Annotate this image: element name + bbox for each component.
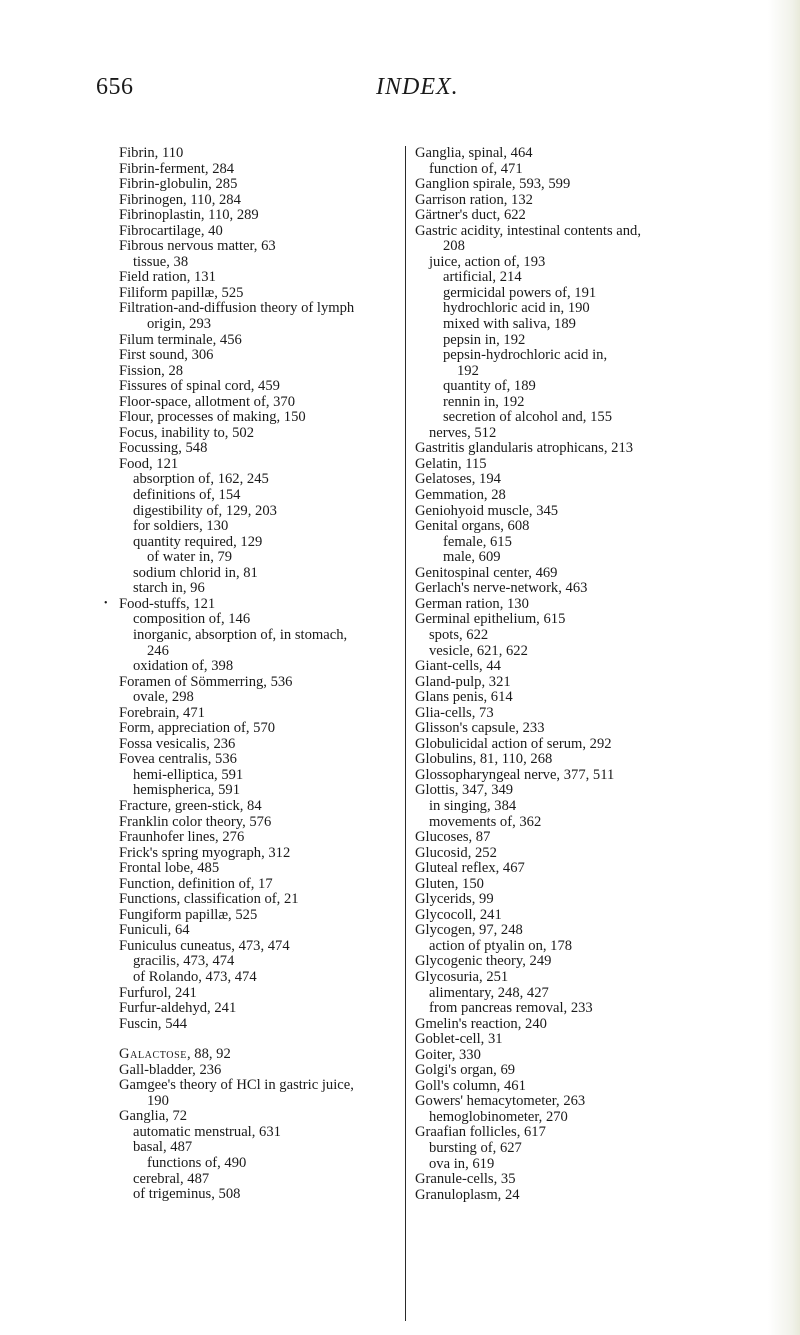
index-entry: Fovea centralis, 536 [119,751,237,768]
index-entry: Funiculus cuneatus, 473, 474 [119,937,290,954]
index-entry: Fibrinogen, 110, 284 [119,191,241,208]
index-entry: Gmelin's reaction, 240 [415,1015,547,1032]
index-entry: Fibrin, 110 [119,145,184,161]
index-entry: Geniohyoid muscle, 345 [415,502,559,519]
index-subentry: quantity required, 129 [133,533,263,550]
index-subentry: in singing, 384 [429,797,517,814]
index-column-left [119,146,401,1203]
index-subentry: ovale, 298 [133,689,194,706]
index-entry: Giant-cells, 44 [415,658,501,675]
index-entry: Glossopharyngeal nerve, 377, 511 [415,766,615,783]
index-entry: Ganglia, spinal, 464 [415,145,533,161]
index-entry: Fuscin, 544 [119,1015,188,1032]
index-subentry: rennin in, 192 [443,393,525,410]
index-entry: Flour, processes of making, 150 [119,409,306,426]
index-subentry: gracilis, 473, 474 [133,953,235,970]
index-subentry: hemi-elliptica, 591 [133,766,244,783]
index-entry: Focussing, 548 [119,440,208,457]
index-entry: Garrison ration, 132 [415,191,533,208]
index-subentry: bursting of, 627 [429,1140,522,1156]
index-subentry: sodium chlorid in, 81 [133,564,258,581]
index-entry: Fissures of spinal cord, 459 [119,378,280,395]
index-subentry: 208 [443,238,465,255]
index-entry: Gall-bladder, 236 [119,1061,222,1078]
index-subentry: hydrochloric acid in, 190 [443,300,590,317]
index-entry: Form, appreciation of, 570 [119,720,276,737]
index-entry: Fracture, green-stick, 84 [119,797,262,814]
index-entry: Furfurol, 241 [119,984,197,1001]
index-entry: Fossa vesicalis, 236 [119,735,236,752]
index-entry: Filtration-and-diffusion theory of lymph [119,300,355,317]
index-entry: Glans penis, 614 [415,689,513,706]
index-subentry: tissue, 38 [133,253,189,270]
index-entry: Frontal lobe, 485 [119,860,220,877]
index-subentry: for soldiers, 130 [133,518,229,535]
index-entry: Genital organs, 608 [415,518,530,535]
index-subentry: alimentary, 248, 427 [429,984,549,1001]
index-subentry: spots, 622 [429,626,489,643]
index-entry: Fission, 28 [119,362,184,379]
index-column-right [415,146,720,1203]
index-subentry: of Rolando, 473, 474 [133,968,257,985]
index-entry: Function, definition of, 17 [119,875,273,892]
index-entry: Glycocoll, 241 [415,906,502,923]
index-subentry: pepsin-hydrochloric acid in, [443,347,608,364]
index-entry: Glisson's capsule, 233 [415,720,545,737]
index-entry: Glycogenic theory, 249 [415,953,552,970]
index-entry: Floor-space, allotment of, 370 [119,393,296,410]
index-subentry: mixed with saliva, 189 [443,316,576,333]
index-entry: Gärtner's duct, 622 [415,207,526,224]
index-subentry: secretion of alcohol and, 155 [443,409,612,426]
index-entry: Food, 121 [119,455,179,472]
index-subentry: ova in, 619 [429,1155,495,1172]
index-subentry: absorption of, 162, 245 [133,471,269,488]
index-entry: Filum terminale, 456 [119,331,242,348]
index-subentry: inorganic, absorption of, in stomach, [133,626,348,643]
index-subentry: quantity of, 189 [443,378,536,395]
index-subentry: male, 609 [443,549,501,566]
index-subentry: juice, action of, 193 [429,253,546,270]
index-subentry: hemispherica, 591 [133,782,240,799]
index-entry: Glycogen, 97, 248 [415,922,523,939]
index-entry: Gluten, 150 [415,875,484,892]
index-subentry: function of, 471 [429,160,523,177]
index-entry: Fibrocartilage, 40 [119,222,223,239]
index-entry: German ration, 130 [415,595,529,612]
column-divider [405,146,406,1321]
index-entry: Foramen of Sömmerring, 536 [119,673,293,690]
index-entry: Frick's spring myograph, 312 [119,844,291,861]
index-entry: Fibrinoplastin, 110, 289 [119,207,259,224]
index-entry: Globulins, 81, 110, 268 [415,751,553,768]
index-entry: Ganglia, 72 [119,1108,188,1125]
index-entry: First sound, 306 [119,347,214,364]
index-subentry: artificial, 214 [443,269,522,286]
index-entry: Fraunhofer lines, 276 [119,829,245,846]
index-entry: Gland-pulp, 321 [415,673,511,690]
index-entry: Funiculi, 64 [119,922,190,939]
index-subentry: 190 [147,1092,169,1109]
index-entry: Ganglion spirale, 593, 599 [415,176,571,193]
index-subentry: action of ptyalin on, 178 [429,937,573,954]
index-entry: Glucoses, 87 [415,829,491,846]
index-entry: Fibrous nervous matter, 63 [119,238,276,255]
index-entry: Granuloplasm, 24 [415,1186,520,1203]
index-entry: Gemmation, 28 [415,487,506,504]
index-entry: Focus, inability to, 502 [119,424,254,441]
index-entry: Glia-cells, 73 [415,704,494,721]
index-entry: Glycosuria, 251 [415,968,509,985]
index-entry: Gastric acidity, intestinal contents and, [415,222,642,239]
index-subentry: pepsin in, 192 [443,331,526,348]
index-subentry: of water in, 79 [147,549,233,566]
index-entry: Gamgee's theory of HCl in gastric juice, [119,1077,354,1094]
running-title: INDEX. [376,74,459,100]
index-subentry: germicidal powers of, 191 [443,284,597,301]
index-entry: Genitospinal center, 469 [415,564,558,581]
index-subentry: vesicle, 621, 622 [429,642,528,659]
index-entry: Goblet-cell, 31 [415,1031,503,1048]
index-entry: Globulicidal action of serum, 292 [415,735,612,752]
index-subentry: starch in, 96 [133,580,205,597]
index-subentry: basal, 487 [133,1139,193,1156]
index-entry: Franklin color theory, 576 [119,813,272,830]
index-entry: Gluteal reflex, 467 [415,860,525,877]
index-entry: Glycerids, 99 [415,891,494,908]
index-subentry: oxidation of, 398 [133,658,234,675]
index-entry: Galactose, 88, 92 [119,1046,231,1063]
index-subentry: 192 [457,362,479,379]
index-subentry: 246 [147,642,169,659]
index-entry: Granule-cells, 35 [415,1171,516,1188]
page-number: 656 [96,74,134,100]
section-gap [119,1032,401,1047]
index-entry: Germinal epithelium, 615 [415,611,566,628]
index-entry: Glucosid, 252 [415,844,497,861]
index-entry: Functions, classification of, 21 [119,891,299,908]
index-subentry: of trigeminus, 508 [133,1186,241,1203]
index-subentry: hemoglobinometer, 270 [429,1108,568,1125]
index-entry: Filiform papillæ, 525 [119,284,244,301]
index-entry: Graafian follicles, 617 [415,1124,546,1141]
index-entry: Furfur-aldehyd, 241 [119,1000,237,1017]
index-entry: Food-stuffs, 121 [119,595,216,612]
page-header [96,74,696,104]
index-entry: Gowers' hemacytometer, 263 [415,1093,586,1110]
index-subentry: automatic menstrual, 631 [133,1123,281,1140]
index-entry: Gastritis glandularis atrophicans, 213 [415,440,634,457]
index-subentry: composition of, 146 [133,611,251,628]
index-entry: Fibrin-globulin, 285 [119,176,238,193]
index-subentry: from pancreas removal, 233 [429,1000,593,1017]
index-entry: Gelatoses, 194 [415,471,501,488]
bullet-mark: • [104,598,108,609]
index-entry: Glottis, 347, 349 [415,782,514,799]
index-subentry: nerves, 512 [429,424,497,441]
index-entry: Goll's column, 461 [415,1077,526,1094]
index-entry: Gelatin, 115 [415,455,487,472]
index-entry: Field ration, 131 [119,269,216,286]
index-subentry: movements of, 362 [429,813,542,830]
index-subentry: cerebral, 487 [133,1170,210,1187]
index-entry: Fungiform papillæ, 525 [119,906,258,923]
index-subentry: definitions of, 154 [133,487,241,504]
index-entry: Fibrin-ferment, 284 [119,160,235,177]
index-subentry: functions of, 490 [147,1155,247,1171]
index-entry: Forebrain, 471 [119,704,205,721]
index-entry: Goiter, 330 [415,1046,481,1063]
index-subentry: digestibility of, 129, 203 [133,502,277,519]
index-subentry: origin, 293 [147,316,212,333]
index-entry: Gerlach's nerve-network, 463 [415,580,588,597]
index-entry: Golgi's organ, 69 [415,1062,516,1079]
index-subentry: female, 615 [443,533,512,550]
